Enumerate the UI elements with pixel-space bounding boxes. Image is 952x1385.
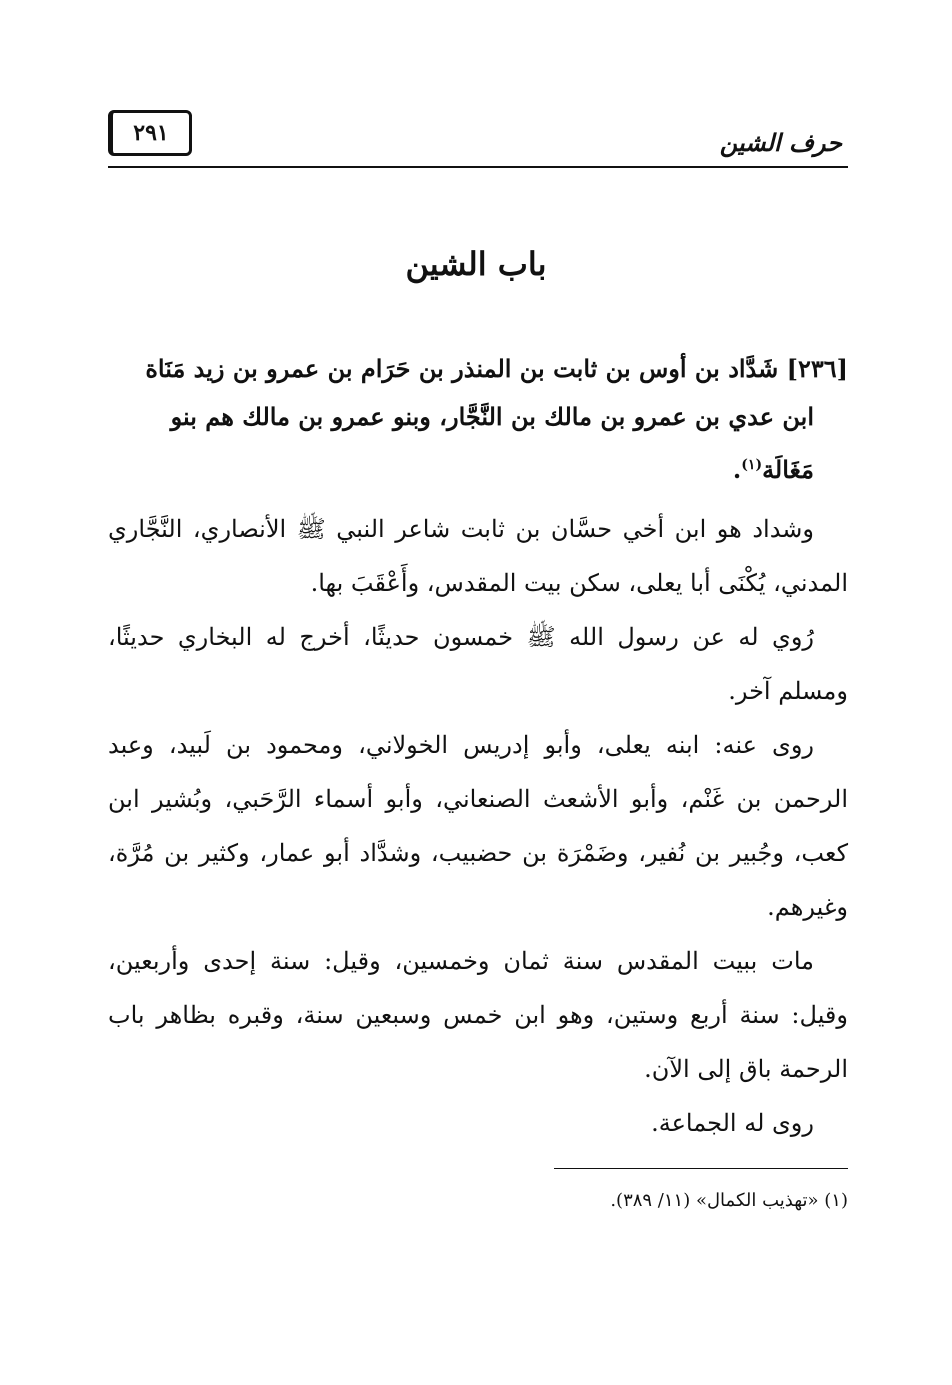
entry-heading [108, 345, 848, 494]
footnote-reference: (١) [741, 457, 763, 473]
entry-heading-word: مَغَالَة [762, 455, 814, 484]
entry-heading-line-2: ابن عدي بن عمرو بن مالك بن النَّجَّار، وبنو عمرو بن مالك هم بنو [170, 402, 814, 431]
running-head: حرف الشين [719, 128, 842, 157]
heading-period: . [732, 455, 742, 484]
footnote-rule [554, 1168, 848, 1169]
page-number-box [108, 110, 192, 156]
page-number: ٢٩١ [133, 120, 169, 146]
paragraph-narrators: روى عنه: ابنه يعلى، وأبو إدريس الخولاني، ومحمود بن لَبيد، وعبد الرحمن بن غَنْم، وأبو الأشعث الصنعاني، وأبو أسماء الرَّحَبي، وبُشير ابن كعب، وجُبير بن نُفير، وضَمْرَة بن حضبيب، وشدَّاد أبو عمار، وكثير بن مُرَّة، وغيرهم. [108, 731, 848, 921]
header-rule [108, 166, 848, 168]
body-text [108, 502, 848, 1150]
entry-heading-line-1: [٢٣٦] شَدَّاد بن أوس بن ثابت بن المنذر بن حَرَام بن عمرو بن زيد مَنَاة [145, 354, 848, 383]
paragraph-biography: وشداد هو ابن أخي حسَّان بن ثابت شاعر النبي ﷺ الأنصاري، النَّجَّاري المدني، يُكْنَى أبا يعلى، سكن بيت المقدس، وأَعْقَبَ بها. [108, 515, 848, 597]
paragraph-death: مات ببيت المقدس سنة ثمان وخمسين، وقيل: سنة إحدى وأربعين، وقيل: سنة أربع وستين، وهو ابن خمس وسبعين سنة، وقبره بظاهر باب الرحمة باق إلى الآن. [108, 947, 848, 1083]
footnote: (١) «تهذيب الكمال» (١١/ ٣٨٩). [610, 1190, 848, 1211]
paragraph-collections: روى له الجماعة. [651, 1109, 814, 1137]
paragraph-hadith-count: رُوي له عن رسول الله ﷺ خمسون حديثًا، أخرج له البخاري حديثًا، ومسلم آخر. [108, 623, 848, 705]
section-title: باب الشين [405, 245, 547, 283]
entry-heading-line-3 [108, 441, 848, 494]
